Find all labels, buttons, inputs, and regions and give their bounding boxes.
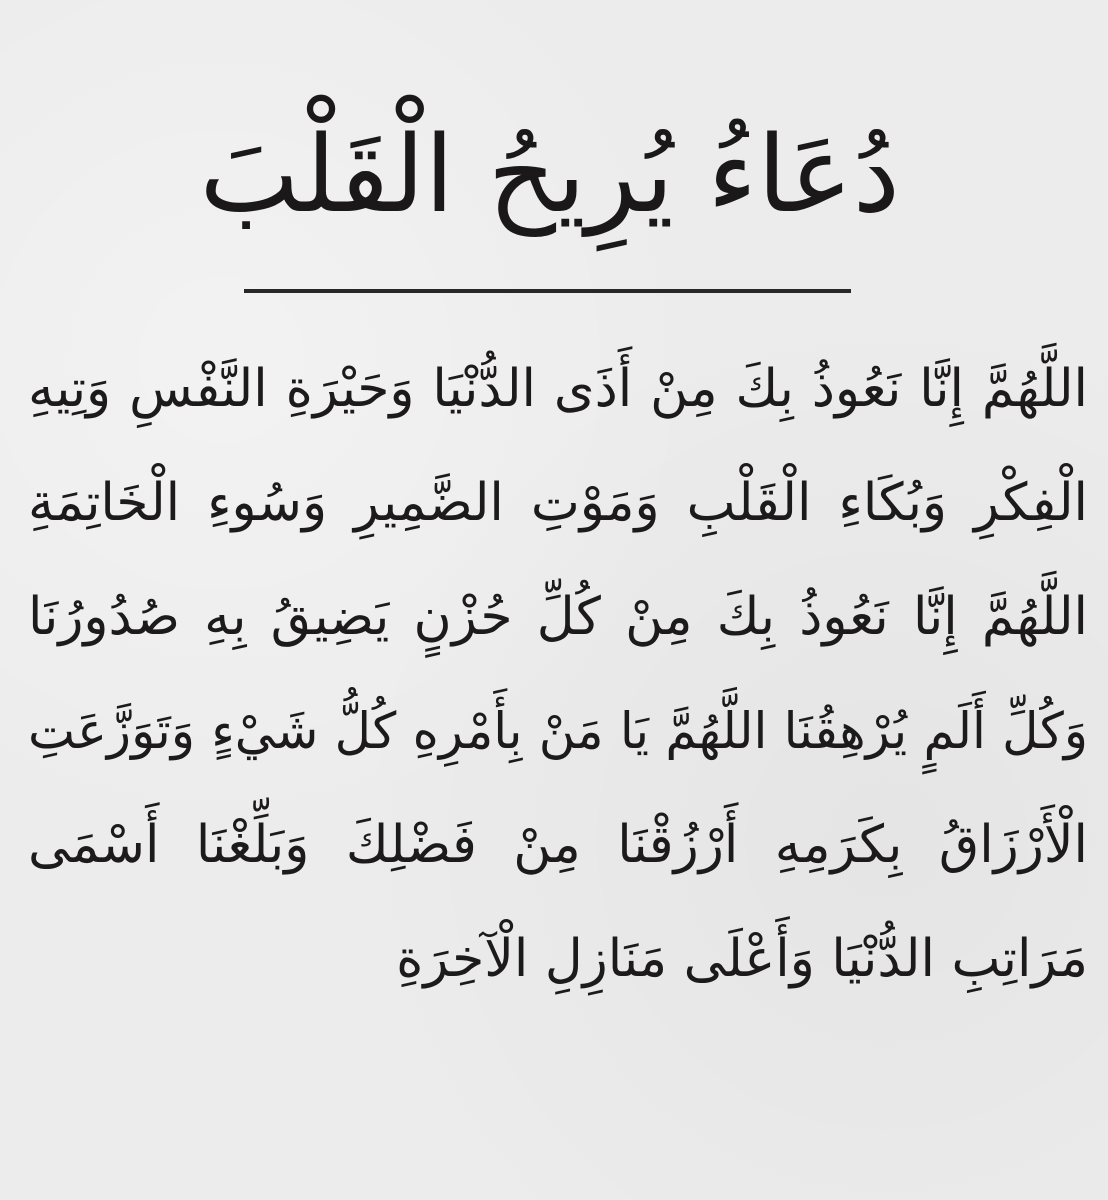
dua-line: الْفِكْرِ وَبُكَاءِ الْقَلْبِ وَمَوْتِ الضَّمِيرِ وَسُوءِ الْخَاتِمَةِ [28, 473, 1088, 533]
dua-line: مَرَاتِبِ الدُّنْيَا وَأَعْلَى مَنَازِلِ الْآخِرَةِ [396, 929, 1088, 989]
dua-line: وَكُلِّ أَلَمٍ يُرْهِقُنَا اللَّهُمَّ يَا مَنْ بِأَمْرِهِ كُلُّ شَيْءٍ وَتَوَزَّعَتِ [28, 702, 1088, 760]
page-title: دُعَاءُ يُرِيحُ الْقَلْبَ [199, 113, 900, 236]
dua-line: اللَّهُمَّ إِنَّا نَعُوذُ بِكَ مِنْ كُلِّ حُزْنٍ يَضِيقُ بِهِ صُدُورُنَا [28, 587, 1088, 647]
dua-line: الْأَرْزَاقُ بِكَرَمِهِ أَرْزُقْنَا مِنْ فَضْلِكَ وَبَلِّغْنَا أَسْمَى [28, 815, 1088, 875]
title-underline [244, 289, 851, 293]
dua-line: اللَّهُمَّ إِنَّا نَعُوذُ بِكَ مِنْ أَذَى الدُّنْيَا وَحَيْرَةِ النَّفْسِ وَتِيهِ [28, 359, 1088, 419]
dua-text [28, 332, 1088, 1016]
